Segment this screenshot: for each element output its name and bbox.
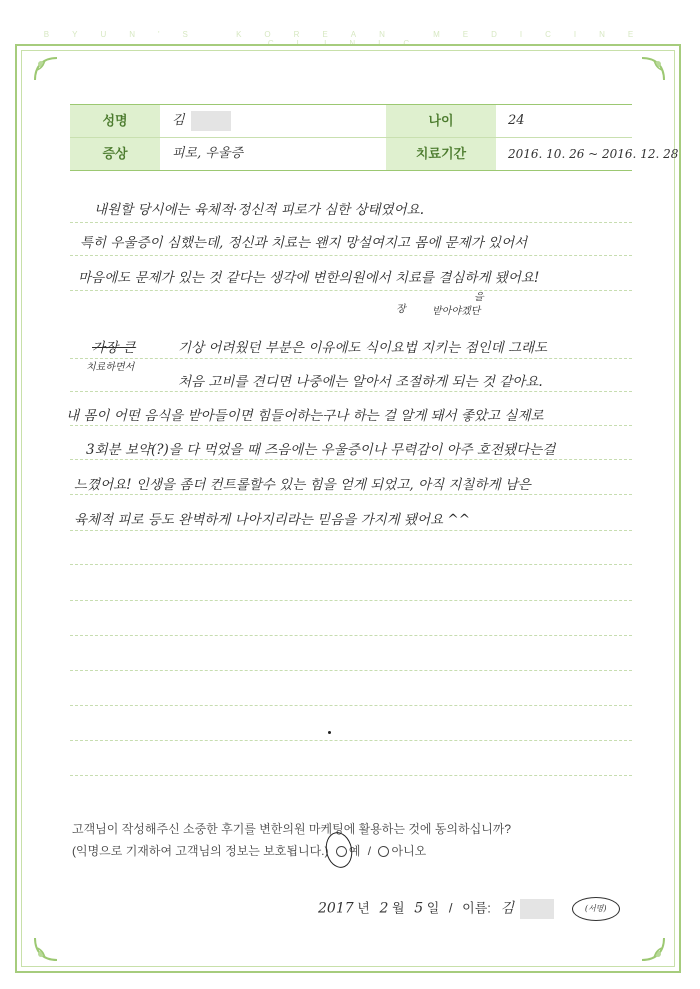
year-value: 2017 [318, 900, 354, 917]
review-side-note: 치료하면서 [86, 362, 135, 373]
signature-name-value: 김 [500, 900, 515, 917]
age-label: 나이 [386, 105, 496, 137]
age-value: 24 [508, 113, 525, 128]
name-text: 김 [172, 113, 185, 128]
symptom-label: 증상 [70, 138, 160, 170]
ruled-line [70, 290, 632, 291]
symptom-value: 피로, 우울증 [172, 146, 244, 161]
ruled-line [70, 530, 632, 531]
month-value: 2 [379, 900, 389, 917]
ruled-line [70, 255, 632, 256]
signature-stamp: (서명) [572, 897, 620, 921]
ruled-line [70, 564, 632, 565]
review-line-9: 육체적 피로 등도 완벽하게 나아지리라는 믿음을 가지게 됐어요 ^^ [74, 512, 471, 528]
ink-dot [328, 731, 331, 734]
ruled-line [70, 459, 632, 460]
review-line-8: 느꼈어요! 인생을 좀더 컨트롤할수 있는 힘을 얻게 되었고, 아직 지칠하게 남은 [74, 477, 531, 493]
name-value [162, 105, 384, 137]
ruled-line [70, 358, 632, 359]
patient-info-table [70, 104, 679, 171]
review-strikethrough: 가장 큰 [92, 340, 136, 356]
corner-ornament-icon [640, 936, 666, 962]
day-unit: 일 [426, 900, 440, 916]
review-line-4: 기상 어려웠던 부분은 이유에도 식이요법 지키는 점인데 그래도 [178, 340, 548, 356]
signature-separator: / [448, 900, 453, 916]
radio-circle-icon [378, 846, 389, 857]
month-unit: 월 [392, 900, 405, 916]
ruled-line [70, 494, 632, 495]
ruled-line [70, 391, 632, 392]
review-line-6: 내 몸이 어떤 음식을 받아들이면 힘들어하는구나 하는 걸 알게 돼서 좋았고 실제로 [66, 408, 544, 424]
consent-separator: / [367, 844, 372, 858]
consent-yes-label: 예 [348, 844, 361, 858]
ruled-line [70, 600, 632, 601]
ruled-line [70, 222, 632, 223]
review-line-3: 마음에도 문제가 있는 것 같다는 생각에 변한의원에서 치료를 결심하게 됐어요! [78, 270, 540, 286]
review-annotation-3: 을 [474, 292, 484, 303]
consent-no-label: 아니오 [391, 844, 427, 858]
ruled-line [70, 425, 632, 426]
date-signature-line [318, 897, 620, 921]
corner-ornament-icon [640, 56, 666, 82]
review-line-1: 내원할 당시에는 육체적·정신적 피로가 심한 상태였어요. [94, 202, 424, 218]
corner-ornament-icon [33, 56, 59, 82]
review-annotation-2: 받아야겠단 [432, 306, 481, 317]
review-line-5: 처음 고비를 견디면 나중에는 알아서 조절하게 되는 것 같아요. [178, 374, 543, 390]
info-row-symptom-period [70, 138, 679, 170]
signature-name-label: 이름: [462, 900, 491, 916]
day-value: 5 [414, 900, 424, 917]
review-line-2: 특히 우울증이 심했는데, 정신과 치료는 왠지 망설여지고 몸에 문제가 있어서 [80, 235, 528, 251]
consent-note: (익명으로 기재하여 고객님의 정보는 보호됩니다.) [72, 844, 329, 858]
ruled-line [70, 740, 632, 741]
ruled-line [70, 670, 632, 671]
ruled-line [70, 635, 632, 636]
name-redaction [191, 111, 231, 131]
consent-no-option[interactable] [378, 842, 426, 859]
period-label: 치료기간 [386, 138, 496, 170]
consent-options [72, 842, 426, 859]
info-row-name-age [70, 105, 632, 138]
clinic-banner: BYUN'S KOREAN MEDICINE CLINIC [43, 30, 657, 48]
consent-question: 고객님이 작성해주신 소중한 후기를 변한의원 마케팅에 활용하는 것에 동의하십니까? [72, 822, 512, 836]
ruled-line [70, 775, 632, 776]
review-line-7: 3회분 보약(?)을 다 먹었을 때 즈음에는 우울증이나 무력감이 아주 호전됐다는걸 [86, 442, 556, 458]
year-unit: 년 [357, 900, 370, 916]
name-label: 성명 [70, 105, 160, 137]
period-value: 2016. 10. 26 ~ 2016. 12. 28 [508, 147, 679, 161]
review-annotation-1: 장 [396, 304, 406, 315]
signature-redaction [520, 899, 554, 919]
ruled-line [70, 705, 632, 706]
corner-ornament-icon [33, 936, 59, 962]
